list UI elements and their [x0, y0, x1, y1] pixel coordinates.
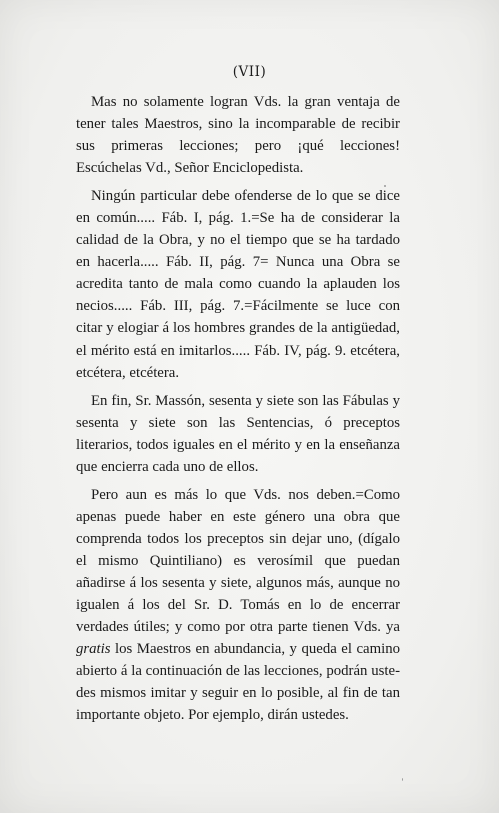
- page-number: (VII): [232, 64, 267, 80]
- paragraph-4: [76, 484, 400, 727]
- paper-speck: [384, 185, 386, 187]
- paragraph-4-part-2: los Maestros en abundancia, y queda el camino abierto á la continuación de las lecciones, podrán ustedes mismos imitar y seguir en lo posible, al fin de tan importante objeto. Por ejemplo, dirán ustedes.: [76, 641, 400, 724]
- body-text: [76, 91, 400, 732]
- paragraph-2: Ningún particular debe ofenderse de lo que se dice en común..... Fáb. I, pág. 1.=Se ha de considerar la calidad de la Obra, y no el tiempo que se ha tardado en hacerla..... Fáb. II, pág. 7= Nunca una Obra se acredita tanto de mala como cuando la aplauden los necios..... Fáb. III, pág. 7.=Fácilmente se luce con citar y elogiar á los hombres grandes de la antigüedad, el mérito está en imitarlos..... Fáb. IV, pág. 9. etcétera, etcétera, etcétera.: [76, 188, 400, 381]
- paragraph-1: Mas no solamente logran Vds. la gran ventaja de tener tales Maestros, sino la incomparable de recibir sus primeras lecciones; pero ¡qué lecciones! Escúchelas Vd., Señor Enciclopedista.: [76, 94, 400, 177]
- paragraph-4-italic-word: gratis: [76, 641, 111, 658]
- paragraph-4-part-1: Pero aun es más lo que Vds. nos deben.=Como apenas puede haber en este género una obra que comprenda todos los preceptos sin dejar uno, (dígalo el mismo Quintiliano) es verosímil que puedan añadirse á los sesenta y siete, algunos más, aunque no igualen á los del Sr. D. Tomás en lo de encerrar verdades útiles; y como por otra parte tienen Vds. ya: [76, 486, 400, 636]
- paragraph-3: En fin, Sr. Massón, sesenta y siete son las Fábulas y sesenta y siete son las Sentencias, ó preceptos literarios, todos iguales en el mérito y en la enseñanza que encierra cada uno de ellos.: [76, 392, 400, 475]
- paper-speck: [402, 778, 403, 781]
